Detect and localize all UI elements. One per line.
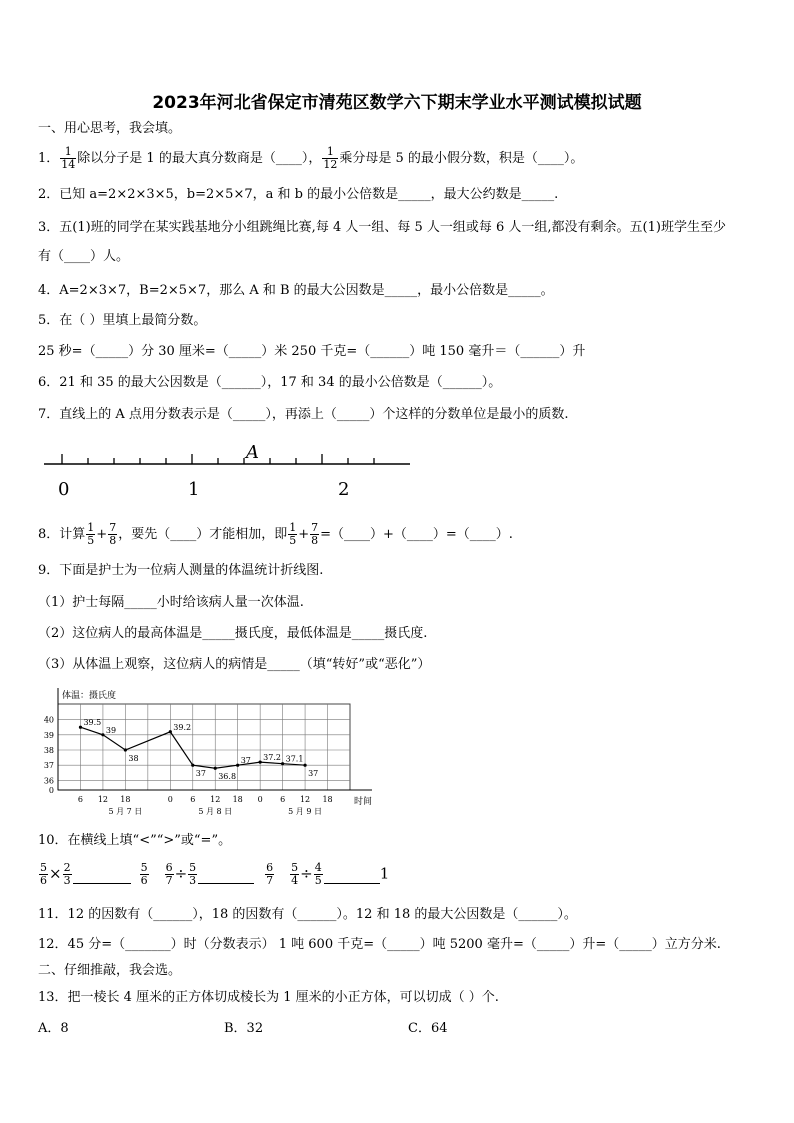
- question-11: 11．12 的因数有（______），18 的因数有（______）。12 和 18 的最大公因数是（______）。: [38, 907, 577, 922]
- chart-y-tick: 38: [43, 746, 54, 755]
- chart-point: [281, 762, 284, 765]
- chart-x-tick: 0: [257, 795, 263, 804]
- chart-point: [101, 733, 104, 736]
- question-9: 9．下面是护士为一位病人测量的体温统计折线图.: [38, 563, 324, 578]
- question-3: 3．五(1)班的同学在某实践基地分小组跳绳比赛,每 4 人一组、每 5 人一组或每 6 人一组,都没有剩余。五(1)班学生至少: [38, 220, 726, 235]
- question-9-1: （1）护士每隔_____小时给该病人量一次体温.: [38, 595, 304, 610]
- number-line-label-2: 2: [338, 479, 350, 500]
- chart-x-tick: 12: [210, 795, 221, 804]
- chart-x-tick: 6: [280, 795, 286, 804]
- chart-point: [303, 764, 306, 767]
- chart-data-label: 37: [308, 769, 319, 779]
- question-6: 6．21 和 35 的最大公因数是（______），17 和 34 的最小公倍数是（______）。: [38, 375, 502, 390]
- chart-x-tick: 18: [322, 795, 333, 804]
- chart-data-label: 37.2: [263, 753, 281, 763]
- chart-point: [169, 730, 172, 733]
- chart-data-label: 37: [195, 769, 206, 779]
- chart-data-label: 38: [128, 754, 139, 763]
- chart-x-tick: 6: [77, 795, 84, 804]
- chart-x-tick: 12: [299, 795, 311, 804]
- option-c[interactable]: C．64: [408, 1021, 448, 1036]
- chart-data-label: 39.2: [173, 722, 192, 732]
- option-b[interactable]: B．32: [224, 1021, 264, 1036]
- question-3-cont: 有（____）人。: [38, 249, 130, 264]
- question-8: 8．计算 $\frac{1}{5}$ + $\frac{7}{8}$ ，要先（____）才能相加，即 $\frac{1}{5}$ + $\frac{7}{8}$ =（____）+（____）=（____）.: [38, 521, 513, 547]
- section-heading-2: 二、仔细推敲，我会选。: [38, 963, 182, 978]
- chart-y-tick: 36: [43, 776, 54, 786]
- chart-x-tick: 18: [232, 795, 243, 804]
- chart-x-tick: 18: [120, 795, 131, 804]
- chart-data-label: 39.5: [83, 718, 102, 728]
- chart-x-label: 时间: [354, 797, 373, 807]
- chart-point: [236, 764, 239, 767]
- chart-y-label: 体温：摄氏度: [62, 691, 117, 701]
- number-line-label-1: 1: [188, 479, 200, 500]
- question-12: 12．45 分=（_______）时（分数表示） 1 吨 600 千克=（_____）吨 5200 毫升=（_____）升=（_____）立方分米.: [38, 937, 721, 952]
- chart-y-tick: 0: [48, 786, 54, 795]
- question-1: 1． $\frac{1}{14}$ 除以分子是 1 的最大真分数商是（____）， $\frac{1}{12}$ 乘分母是 5 的最小假分数，积是（____）。: [38, 145, 584, 171]
- question-9-3: （3）从体温上观察，这位病人的病情是_____（填“转好”或“恶化”）: [38, 657, 431, 672]
- chart-y-tick: 39: [43, 730, 54, 740]
- question-9-2: （2）这位病人的最高体温是_____摄氏度，最低体温是_____摄氏度.: [38, 626, 428, 641]
- question-5: 5．在（ ）里填上最简分数。: [38, 313, 207, 328]
- chart-y-tick: 40: [43, 715, 54, 725]
- option-a[interactable]: A．8: [38, 1021, 69, 1036]
- compare-blank-2[interactable]: [198, 865, 254, 884]
- chart-point: [259, 761, 262, 764]
- question-2: 2．已知 a=2×2×3×5，b=2×5×7，a 和 b 的最小公倍数是_____，最大公约数是_____.: [38, 187, 559, 202]
- chart-day-label: 5 月 7 日: [108, 807, 143, 816]
- compare-blank-1[interactable]: [73, 865, 131, 884]
- chart-y-tick: 37: [43, 761, 54, 771]
- chart-x-tick: 0: [167, 795, 173, 804]
- question-4: 4．A=2×3×7，B=2×5×7，那么 A 和 B 的最大公因数是_____，最小公倍数是_____。: [38, 283, 554, 298]
- chart-data-label: 36.8: [218, 772, 237, 782]
- number-line-label-0: 0: [58, 479, 70, 500]
- chart-day-label: 5 月 9 日: [288, 807, 322, 816]
- page-title: 2023年河北省保定市清苑区数学六下期末学业水平测试模拟试题: [152, 93, 642, 113]
- question-7: 7．直线上的 A 点用分数表示是（_____），再添上（_____）个这样的分数单位是最小的质数.: [38, 407, 569, 422]
- point-a-label: A: [246, 442, 259, 463]
- chart-point: [124, 748, 127, 751]
- chart-data-label: 37: [240, 756, 251, 766]
- chart-point: [191, 764, 194, 767]
- section-heading: 一、用心思考，我会填。: [38, 121, 182, 136]
- chart-point: [79, 726, 82, 729]
- chart-x-tick: 12: [97, 795, 109, 804]
- chart-data-label: 37.1: [285, 754, 304, 764]
- chart-data-label: 39: [105, 725, 117, 735]
- chart-day-label: 5 月 8 日: [198, 807, 233, 816]
- compare-blank-3[interactable]: [324, 865, 380, 884]
- chart-point: [214, 767, 217, 770]
- question-5-items: 25 秒=（_____）分 30 厘米=（_____）米 250 千克=（______）吨 150 毫升＝（______）升: [38, 344, 586, 359]
- question-10-items: $\frac{5}{6}$ × $\frac{2}{3}$ $\frac{5}{6}$ $\frac{6}{7}$ ÷ $\frac{5}{3}$ $\frac{6}{7}$ $\frac{5}{4}$ ÷ $\frac{4}{5}$ 1: [40, 861, 390, 887]
- question-13: 13．把一棱长 4 厘米的正方体切成棱长为 1 厘米的小正方体，可以切成（ ）个.: [38, 990, 499, 1005]
- chart-x-tick: 6: [190, 795, 196, 804]
- temperature-line-chart: [36, 686, 386, 818]
- question-10: 10．在横线上填“<”“>”或“=”。: [38, 833, 232, 848]
- number-line: [40, 440, 420, 500]
